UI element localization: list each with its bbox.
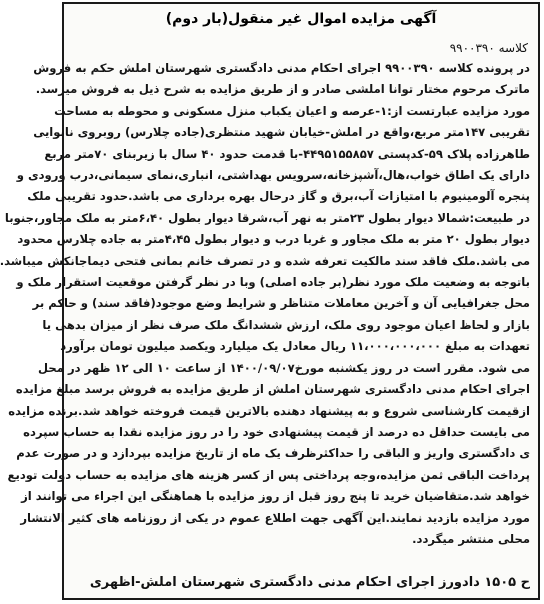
notice-title: آگهی مزایده اموال غیر منقول(بار دوم) <box>165 11 437 27</box>
notice-text-line: محلی منتشر میگردد. <box>412 531 530 546</box>
notice-text-line: خواهد شد.متقاضیان خرید تا پنج روز قبل از روز مزایده با هماهنگی این اجراء می توانند از <box>21 489 530 504</box>
notice-text-line: مورد مزایده عبارتست از:۱-عرصه و اعیان یکباب منزل مسکونی و محوطه به مساحت <box>54 103 530 118</box>
notice-text-line: اجرای احکام مدنی دادگستری شهرستان املش از طریق مزایده به فروش برسد مبلغ مزایده <box>15 382 530 397</box>
notice-text-line: تقریبی ۱۴۷متر مربع،واقع در املش-خیابان شهید منتظری(جاده چلارس) روبروی نانوایی <box>33 125 530 140</box>
notice-text-line: ی دادگستری واریز و الباقی را حداکثرظرف یک ماه از تاریخ مزایده بپردازد و در صورت عدم <box>16 446 530 461</box>
notice-text-line: پرداخت الباقی ثمن مزایده،وجه پرداختی پس از کسر هزینه های مزایده به حساب دولت تودیع <box>7 467 530 482</box>
notice-footer: ح ۱۵۰۵ دادورز اجرای احکام مدنی دادگستری شهرستان املش-اظهری <box>89 575 530 590</box>
notice-text-line: ماترک مرحوم مختار توانا املشی صادر و از طریق مزایده به شرح ذیل به فروش میرسد. <box>35 82 530 97</box>
notice-text-line: مورد مزایده بازدید نمایند.این آگهی جهت اطلاع عموم در یکی از روزنامه های کثیر الانتشار <box>20 510 530 525</box>
notice-text-line: طاهرزاده پلاک ۵۹-کدپستی ۴۴۹۵۱۵۵۸۵۷-با قدمت حدود ۴۰ سال با زیربنای ۷۰متر مربع <box>44 146 530 161</box>
notice-text-line: دارای یک اطاق خواب،هال،آشپزخانه،سرویس بهداشتی، انباری،نمای سیمانی،درب ورودی و <box>16 168 530 183</box>
auction-notice <box>0 2 540 600</box>
notice-text-line: می بایست حداقل ده درصد از قیمت پیشنهادی خود را در روز مزایده نقدا به حساب سپرده <box>23 424 530 439</box>
notice-text-line: پنجره آلومینیوم با امتیازات آب،برق و گاز درحال بهره برداری می باشد.حدود تقریبی ملک <box>27 189 530 204</box>
notice-text-line: باتوجه به وضعیت ملک مورد نظر(بر جاده اصلی) وبا در نظر گرفتن موقعیت استقرار ملک و <box>16 275 530 290</box>
notice-text-line: محل جغرافیایی آن و آخرین معاملات متناظر و شرایط وضع موجود(فاقد سند) و حاکم بر <box>32 296 530 311</box>
notice-text-line: در پرونده کلاسه ۹۹۰۰۳۹۰ اجرای احکام مدنی دادگستری شهرستان املش حکم به فروش <box>33 61 530 75</box>
notice-text-line: ازقیمت کارشناسی شروع و به پیشنهاد دهنده بالاترین قیمت فروخته خواهد شد.برنده مزایده <box>8 403 530 418</box>
case-number: کلاسه ۹۹۰۰۳۹۰ <box>449 41 528 55</box>
notice-text-line: می باشد.ملک فاقد سند مالکیت تعرفه شده و در تصرف خانم بمانی فتحی دیماجانکش میباشد. <box>0 253 530 268</box>
notice-text-line: می شود. مقرر است در روز یکشنبه مورخ۱۴۰۰/۰۹/۰۷ از ساعت ۱۰ الی ۱۲ ظهر در محل <box>38 360 530 375</box>
notice-text-line: دیوار بطول ۲۰ متر به ملک مجاور و غربا درب و دیوار بطول ۴،۴۵متر به جاده چلارس محدود <box>17 232 530 247</box>
notice-text-line: در طبیعت:شمالا دیوار بطول ۲۳متر به نهر آب،شرقا دیوار بطول ۶،۴۰متر به ملک مجاور،جنوبا <box>4 210 530 225</box>
notice-text-line: تعهدات به مبلغ ۱۱،۰۰۰،۰۰۰،۰۰۰ ریال معادل یک میلیارد ویکصد میلیون تومان برآورد <box>60 339 530 354</box>
notice-text-line: بازار و لحاظ اعیان موجود روی ملک، ارزش ششدانگ ملک صرف نظر از میزان بدهی یا <box>42 317 530 332</box>
notice-body <box>0 58 530 550</box>
